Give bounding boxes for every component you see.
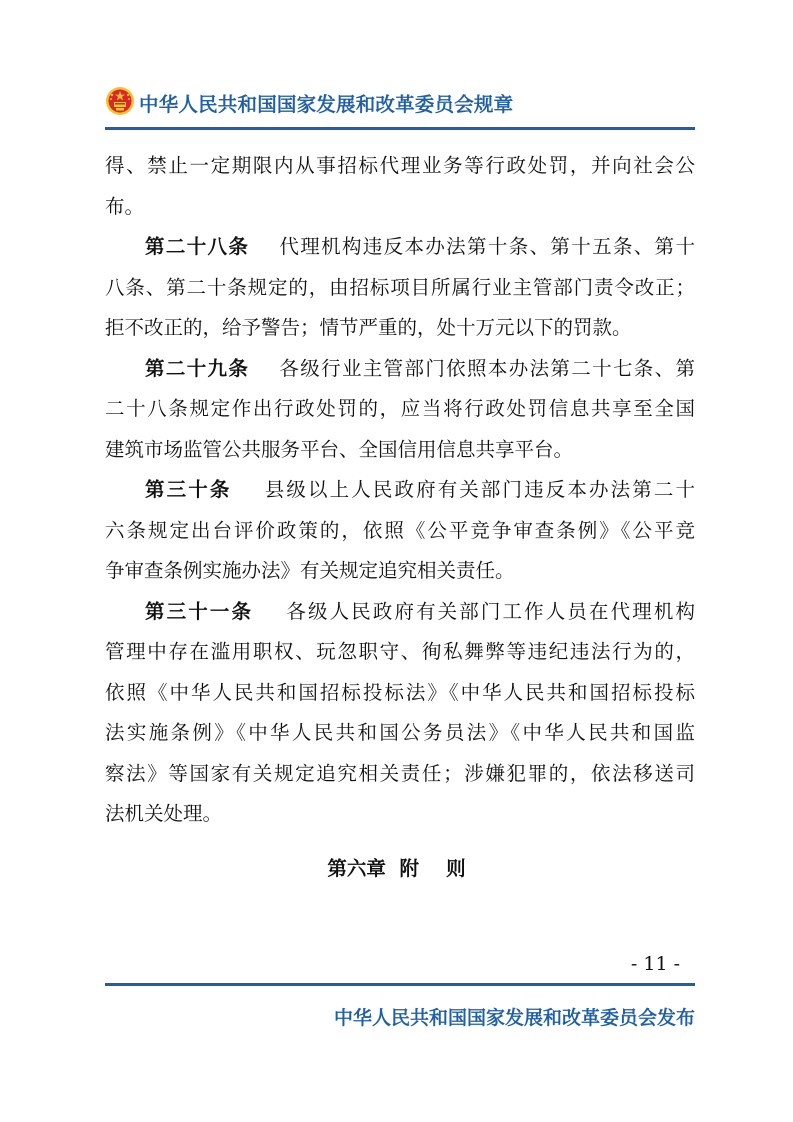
article-heading: 第三十一条 xyxy=(145,599,254,623)
text-line: 管理中存在滥用职权、玩忽职守、徇私舞弊等违纪违法行为的， xyxy=(105,640,695,663)
article-heading: 第二十九条 xyxy=(145,356,250,380)
text-line: 争审查条例实施办法》有关规定追究相关责任。 xyxy=(105,559,515,582)
page-header xyxy=(105,84,695,124)
document-body xyxy=(105,146,695,835)
header-divider xyxy=(105,127,695,130)
text-line: 法实施条例》《中华人民共和国公务员法》《中华人民共和国监 xyxy=(105,721,695,744)
chapter-heading xyxy=(0,853,793,881)
text-line: 八条、第二十条规定的，由招标项目所属行业主管部门责令改正； xyxy=(105,275,695,299)
article-30 xyxy=(105,470,695,592)
footer-publisher: 中华人民共和国国家发展和改革委员会发布 xyxy=(333,1007,695,1029)
page-number: - 11 - xyxy=(630,953,680,975)
text-line: 各级人民政府有关部门工作人员在代理机构 xyxy=(286,599,695,623)
text-line: 布。 xyxy=(105,194,145,218)
national-emblem-icon xyxy=(105,86,135,116)
text-line: 察法》等国家有关规定追究相关责任；涉嫌犯罪的，依法移送司 xyxy=(105,761,695,785)
chapter-title: 第六章 附 则 xyxy=(327,857,466,880)
header-title: 中华人民共和国国家发展和改革委员会规章 xyxy=(139,93,514,116)
text-line: 六条规定出台评价政策的，依照《公平竞争审查条例》《公平竞 xyxy=(105,518,695,542)
article-29 xyxy=(105,349,695,471)
text-line: 依照《中华人民共和国招标投标法》《中华人民共和国招标投标 xyxy=(105,680,695,704)
article-heading: 第二十八条 xyxy=(145,235,250,258)
text-line: 建筑市场监管公共服务平台、全国信用信息共享平台。 xyxy=(105,437,574,461)
footer-divider xyxy=(105,983,695,986)
text-line: 各级行业主管部门依照本办法第二十七条、第 xyxy=(279,356,695,380)
text-line: 得、禁止一定期限内从事招标代理业务等行政处罚，并向社会公 xyxy=(105,154,695,177)
text-line: 县级以上人民政府有关部门违反本办法第二十 xyxy=(264,478,695,501)
paragraph xyxy=(105,146,695,227)
text-line: 代理机构违反本办法第十条、第十五条、第十 xyxy=(279,235,695,258)
article-28 xyxy=(105,227,695,349)
article-31 xyxy=(105,592,695,835)
article-heading: 第三十条 xyxy=(145,478,232,501)
text-line: 法机关处理。 xyxy=(105,802,223,825)
text-line: 拒不改正的，给予警告；情节严重的，处十万元以下的罚款。 xyxy=(105,316,632,339)
text-line: 二十八条规定作出行政处罚的，应当将行政处罚信息共享至全国 xyxy=(105,397,695,420)
